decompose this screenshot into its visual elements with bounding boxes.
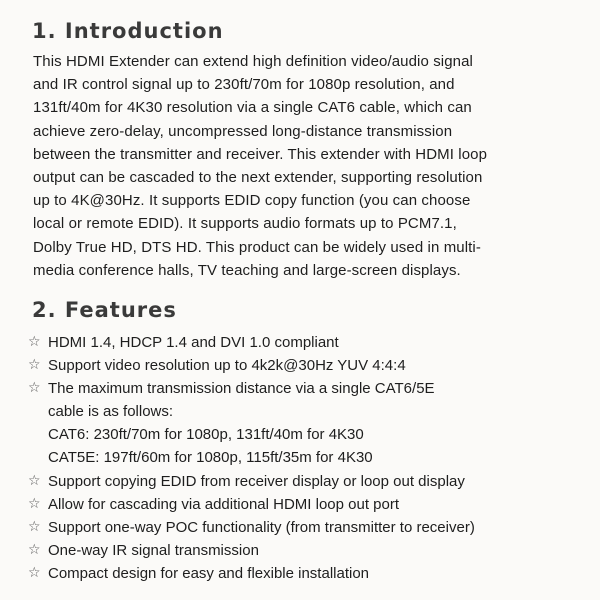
feature-text: Support one-way POC functionality (from transmitter to receiver) [48, 518, 475, 536]
introduction-heading: 1. Introduction [32, 19, 224, 43]
feature-item-continuation [28, 400, 588, 423]
intro-line: output can be cascaded to the next extender, supporting resolution [33, 169, 483, 187]
star-bullet-icon: ☆ [28, 564, 41, 581]
feature-item [28, 331, 588, 354]
intro-line: and IR control signal up to 230ft/70m for 1080p resolution, and [33, 76, 455, 94]
feature-text: One-way IR signal transmission [48, 541, 259, 559]
intro-line: Dolby True HD, DTS HD. This product can be widely used in multi- [33, 238, 481, 256]
feature-text: CAT6: 230ft/70m for 1080p, 131ft/40m for 4K30 [48, 426, 364, 444]
intro-line: This HDMI Extender can extend high definition video/audio signal [33, 53, 473, 70]
feature-item [28, 377, 588, 400]
star-bullet-icon: ☆ [28, 334, 41, 350]
feature-item [28, 539, 588, 562]
intro-line: achieve zero-delay, uncompressed long-distance transmission [33, 122, 453, 140]
feature-text: The maximum transmission distance via a single CAT6/5E [48, 380, 435, 398]
feature-text: Support copying EDID from receiver display or loop out display [48, 472, 465, 490]
intro-line: between the transmitter and receiver. This extender with HDMI loop [33, 145, 488, 163]
feature-item-continuation [28, 446, 588, 469]
star-bullet-icon: ☆ [28, 357, 41, 374]
feature-text: Allow for cascading via additional HDMI loop out port [48, 495, 400, 513]
feature-text: Compact design for easy and flexible installation [48, 564, 370, 582]
intro-line: local or remote EDID). It supports audio formats up to PCM7.1, [33, 215, 457, 233]
intro-line: up to 4K@30Hz. It supports EDID copy function (you can choose [33, 192, 471, 210]
feature-item [28, 516, 588, 539]
introduction-paragraph [33, 50, 563, 282]
feature-text: cable is as follows: [48, 403, 174, 421]
feature-text: HDMI 1.4, HDCP 1.4 and DVI 1.0 compliant [48, 334, 339, 351]
feature-item [28, 562, 588, 585]
star-bullet-icon: ☆ [28, 472, 41, 489]
feature-item-continuation [28, 423, 588, 446]
intro-line: 131ft/40m for 4K30 resolution via a single CAT6 cable, which can [33, 99, 472, 117]
star-bullet-icon: ☆ [28, 495, 41, 512]
feature-text: CAT5E: 197ft/60m for 1080p, 115ft/35m for 4K30 [48, 449, 373, 467]
features-heading: 2. Features [32, 298, 177, 322]
feature-item [28, 470, 588, 493]
feature-text: Support video resolution up to 4k2k@30Hz YUV 4:4:4 [48, 357, 406, 375]
features-list [28, 331, 588, 585]
star-bullet-icon: ☆ [28, 518, 41, 535]
feature-item [28, 354, 588, 377]
star-bullet-icon: ☆ [28, 380, 41, 397]
intro-line: media conference halls, TV teaching and large-screen displays. [33, 261, 461, 279]
feature-item [28, 493, 588, 516]
star-bullet-icon: ☆ [28, 541, 41, 558]
